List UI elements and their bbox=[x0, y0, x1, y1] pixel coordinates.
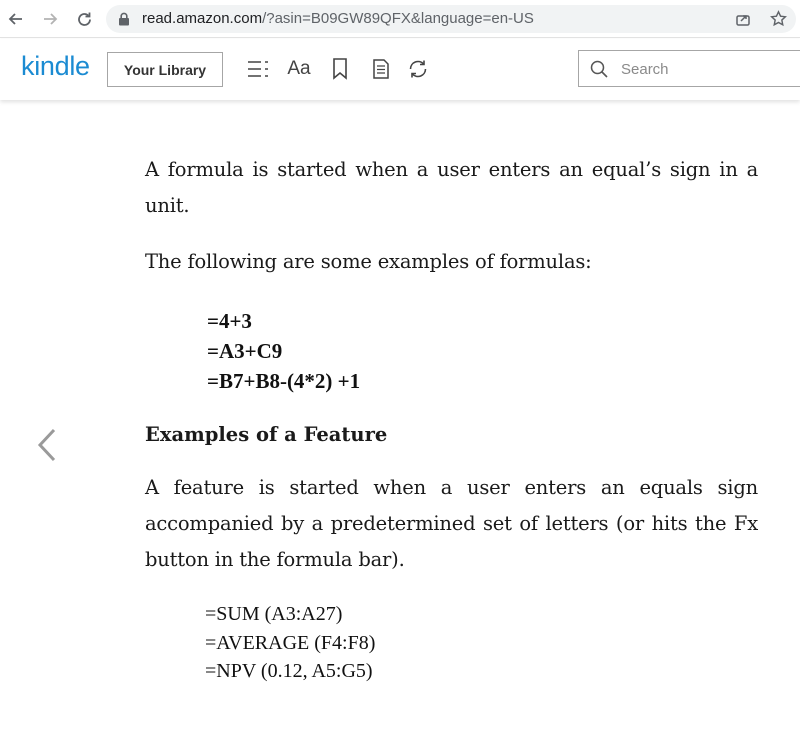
address-bar[interactable] bbox=[106, 5, 796, 33]
bookmark-icon[interactable] bbox=[328, 57, 352, 81]
url-text[interactable] bbox=[142, 10, 534, 27]
star-icon[interactable] bbox=[768, 8, 788, 28]
font-settings-button[interactable]: Aa bbox=[287, 58, 311, 79]
function-examples-image bbox=[205, 600, 758, 686]
sync-icon[interactable] bbox=[406, 57, 430, 81]
chevron-left-icon[interactable] bbox=[30, 425, 64, 465]
search-input[interactable] bbox=[621, 56, 800, 82]
table-of-contents-icon[interactable] bbox=[246, 57, 270, 81]
search-box[interactable] bbox=[578, 50, 800, 87]
formula-examples-image bbox=[207, 306, 758, 396]
back-arrow-icon[interactable] bbox=[4, 7, 28, 31]
search-icon[interactable] bbox=[589, 59, 609, 79]
reader-page bbox=[145, 152, 758, 686]
formula-line: =4+3 bbox=[207, 309, 252, 333]
reload-icon[interactable] bbox=[72, 7, 96, 31]
kindle-logo[interactable]: kindle bbox=[21, 51, 90, 81]
url-path: /?asin=B09GW89QFX&language=en-US bbox=[262, 10, 534, 27]
browser-toolbar bbox=[0, 0, 800, 38]
paragraph-feature: A feature is started when a user enters an equals sign accompanied by a predetermined set of letters (or hits the Fx button in the formula bar). bbox=[145, 476, 758, 571]
paragraph-formula-examples-intro: The following are some examples of formulas: bbox=[145, 250, 592, 273]
forward-arrow-icon[interactable] bbox=[38, 7, 62, 31]
formula-line: =B7+B8-(4*2) +1 bbox=[207, 369, 361, 393]
url-host: read.amazon.com bbox=[142, 10, 263, 27]
function-line: =NPV (0.12, A5:G5) bbox=[205, 660, 373, 682]
share-icon[interactable] bbox=[734, 10, 752, 28]
your-library-button[interactable]: Your Library bbox=[107, 52, 223, 87]
section-heading: Examples of a Feature bbox=[145, 423, 388, 446]
lock-icon[interactable] bbox=[116, 11, 132, 27]
function-line: =SUM (A3:A27) bbox=[205, 603, 343, 625]
notes-icon[interactable] bbox=[369, 57, 393, 81]
function-line: =AVERAGE (F4:F8) bbox=[205, 631, 376, 654]
paragraph-formula-intro: A formula is started when a user enters an equal’s sign in a unit. bbox=[145, 158, 758, 217]
kindle-toolbar bbox=[0, 39, 800, 100]
formula-line: =A3+C9 bbox=[207, 339, 283, 363]
